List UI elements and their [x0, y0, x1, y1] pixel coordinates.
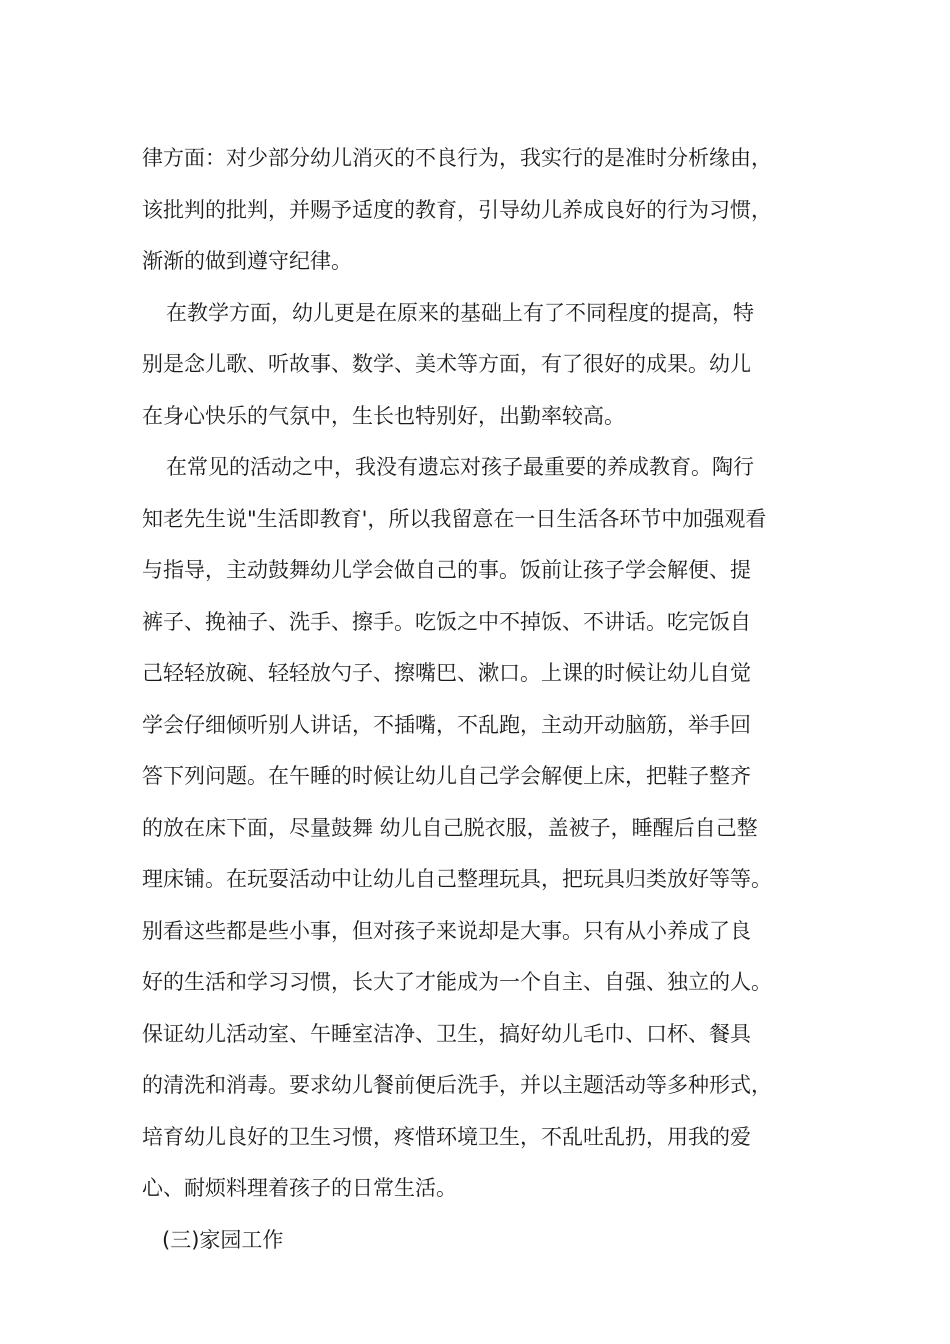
text-line: 答下列问题。在午睡的时候让幼儿自己学会解便上床，把鞋子整齐: [142, 764, 751, 788]
text-line: 别是念儿歌、听故事、数学、美术等方面，有了很好的成果。幼儿: [142, 352, 751, 376]
paragraph-teaching: [142, 288, 832, 443]
text-line: 心、耐烦料理着孩子的日常生活。: [142, 1176, 457, 1200]
text-line: 的清洗和消毒。要求幼儿餐前便后洗手，并以主题活动等多种形式，: [142, 1073, 772, 1097]
text-line: 的放在床下面，尽量鼓舞 幼儿自己脱衣服，盖被子，睡醒后自己整: [142, 815, 758, 840]
text-line: 该批判的批判，并赐予适度的教育，引导幼儿养成良好的行为习惯，: [142, 197, 772, 222]
section-heading: (三)家园工作: [162, 1227, 284, 1252]
text-line: 与指导，主动鼓舞幼儿学会做自己的事。饭前让孩子学会解便、提: [142, 558, 751, 582]
text-line: 保证幼儿活动室、午睡室洁净、卫生，搞好幼儿毛巾、口杯、餐具: [142, 1021, 751, 1046]
paragraph-discipline: [142, 133, 832, 288]
text-line: 别看这些都是些小事，但对孩子来说却是大事。只有从小养成了良: [142, 918, 751, 943]
text-line: 己轻轻放碗、轻轻放勺子、擦嘴巴、漱口。上课的时候让幼儿自觉: [142, 661, 751, 685]
document-body: [142, 133, 832, 1266]
text-line: 裤子、挽袖子、洗手、擦手。吃饭之中不掉饭、不讲话。吃完饭自: [142, 609, 751, 634]
text-line: 渐渐的做到遵守纪律。: [142, 249, 352, 273]
text-line: 培育幼儿良好的卫生习惯，疼惜环境卫生，不乱吐乱扔，用我的爱: [142, 1124, 751, 1149]
text-line: 理床铺。在玩耍活动中让幼儿自己整理玩具，把玩具归类放好等等。: [142, 867, 772, 891]
text-line: 律方面：对少部分幼儿消灭的不良行为，我实行的是准时分析缘由，: [142, 146, 772, 170]
text-line: 好的生活和学习习惯，长大了才能成为一个自主、自强、独立的人。: [142, 970, 772, 994]
text-line: 在常见的活动之中，我没有遗忘对孩子最重要的养成教育。陶行: [166, 455, 754, 479]
paragraph-daily-habits: [142, 442, 832, 1215]
text-line: 学会仔细倾听别人讲话，不插嘴，不乱跑，主动开动脑筋，举手回: [142, 712, 751, 737]
text-line: 知老先生说"生活即教育'，所以我留意在一日生活各环节中加强观看: [142, 506, 767, 531]
text-line: 在身心快乐的气氛中，生长也特别好，出勤率较高。: [142, 403, 625, 428]
text-line: 在教学方面，幼儿更是在原来的基础上有了不同程度的提高，特: [166, 300, 754, 325]
